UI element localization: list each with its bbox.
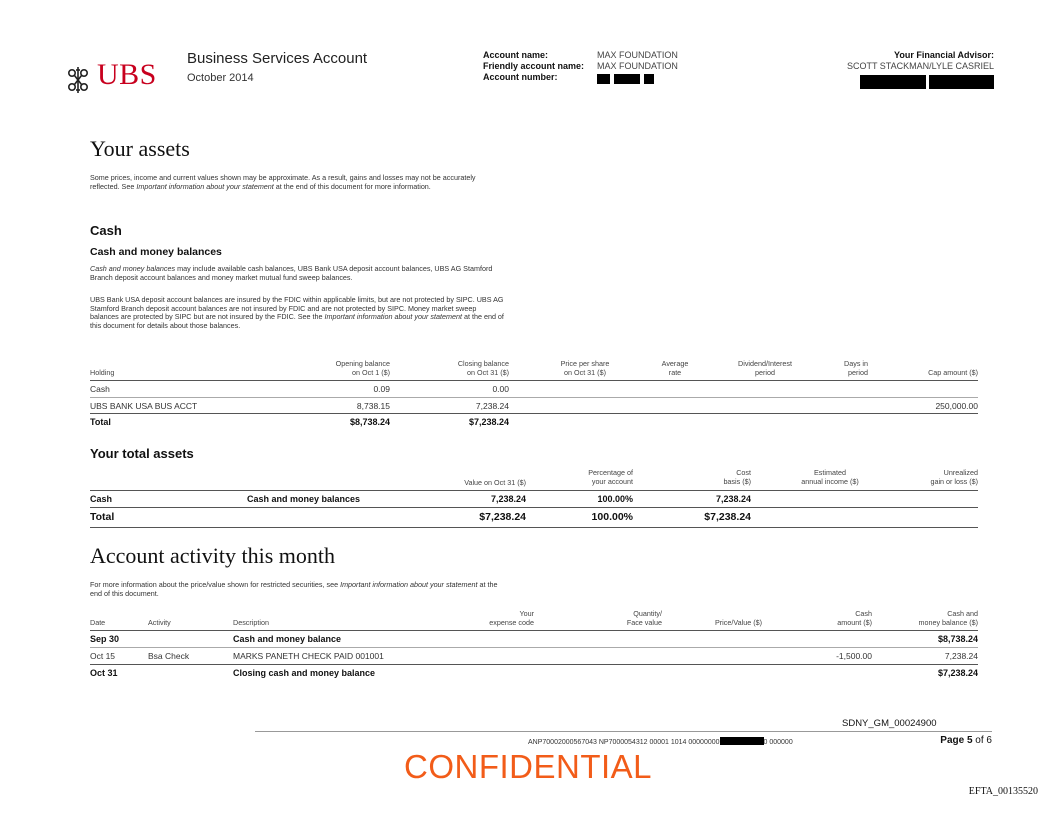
advisor-label: Your Financial Advisor:: [893, 50, 994, 60]
asset-percentage: 100.00%: [597, 494, 633, 504]
ubs-keys-logo-icon: [62, 64, 94, 96]
redacted-advisor-info: [860, 75, 926, 89]
advisor-name: SCOTT STACKMAN/LYLE CASRIEL: [846, 61, 994, 71]
total-percentage: 100.00%: [591, 511, 633, 523]
activity-type: Bsa Check: [148, 651, 190, 661]
page-number: Page 5 of 6: [940, 735, 992, 746]
col-closing-balance: Closing balance on Oct 31 ($): [457, 359, 509, 377]
account-number-label: Account number:: [483, 72, 558, 82]
redacted-code: [720, 737, 764, 745]
efta-number: EFTA_00135520: [968, 786, 1038, 797]
cash-money-balances-note: Cash and money balances may include available cash balances, UBS Bank USA deposit account balances, UBS AG Stamford Branch deposit account balances and money market mutual fund sweep balances.: [90, 264, 493, 282]
col-activity: Activity: [148, 618, 171, 627]
col-price-value: Price/Value ($): [714, 618, 762, 627]
total-closing: $7,238.24: [468, 417, 509, 427]
table-rule: [90, 630, 978, 631]
col-days-in-period: Days in period: [844, 359, 868, 377]
col-description: Description: [233, 618, 269, 627]
col-estimated-income: Estimated annual income ($): [801, 468, 859, 486]
table-row-opening: 8,738.15: [356, 401, 390, 411]
activity-description: Closing cash and money balance: [233, 668, 376, 678]
bates-number: SDNY_GM_00024900: [842, 718, 937, 729]
table-rule: [90, 507, 978, 508]
account-type-title: Business Services Account: [187, 50, 368, 67]
your-assets-heading: Your assets: [90, 136, 190, 161]
activity-balance: $8,738.24: [937, 634, 978, 644]
col-cost-basis: Cost basis ($): [723, 468, 751, 486]
asset-class: Cash: [90, 494, 113, 504]
document-code: ANP70002000567043 NP7000054312 00001 1014 00000000 0 000000: [528, 739, 793, 746]
col-cash-amount: Cash amount ($): [837, 609, 872, 627]
total-value: $7,238.24: [479, 511, 526, 523]
col-price-per-share: Price per share on Oct 31 ($): [560, 359, 610, 377]
col-unrealized-gain: Unrealized gain or loss ($): [930, 468, 978, 486]
account-labels: [483, 50, 584, 83]
row-divider: [90, 397, 978, 398]
account-name-value: MAX FOUNDATION: [597, 50, 678, 60]
account-name-label: Account name:: [483, 50, 549, 60]
col-opening-balance: Opening balance on Oct 1 ($): [335, 359, 390, 377]
col-quantity: Quantity/ Face value: [626, 609, 662, 627]
total-assets-heading: Your total assets: [90, 446, 194, 461]
table-rule: [90, 664, 978, 665]
asset-description: Cash and money balances: [247, 494, 361, 504]
account-activity-heading: Account activity this month: [90, 543, 336, 568]
cash-heading: Cash: [90, 223, 122, 238]
asset-cost-basis: 7,238.24: [715, 494, 751, 504]
total-label: Total: [90, 417, 111, 427]
ubs-logo-text: UBS: [97, 58, 157, 91]
footer-rule: [255, 731, 992, 732]
account-values: [597, 50, 678, 72]
table-row-cap: 250,000.00: [935, 401, 978, 411]
col-percentage: Percentage of your account: [588, 468, 633, 486]
total-cost-basis: $7,238.24: [704, 511, 751, 523]
asset-value: 7,238.24: [490, 494, 526, 504]
redacted-account-number: [614, 74, 640, 84]
fdic-disclosure: UBS Bank USA deposit account balances are insured by the FDIC within applicable limits, but are not protected by SIPC. UBS AG Stamford Branch deposit account balances are not insured by FDIC and are not protected by SIPC. Money market sweep balances are protected by SIPC but are not insured by the FDIC. See the Important information about your statement at the end of this document for details about those balances.: [90, 295, 504, 330]
col-average-rate: Average rate: [661, 359, 689, 377]
statement-period: October 2014: [187, 72, 254, 84]
activity-intro: For more information about the price/value shown for restricted securities, see Important information about your statement at the end of this document.: [90, 580, 498, 598]
table-row-holding: Cash: [90, 384, 110, 394]
activity-description: MARKS PANETH CHECK PAID 001001: [233, 651, 384, 661]
col-expense-code: Your expense code: [489, 609, 534, 627]
col-holding: Holding: [90, 368, 115, 377]
col-dividend-period: Dividend/Interest period: [738, 359, 792, 377]
activity-date: Oct 15: [90, 651, 116, 661]
table-row-closing: 7,238.24: [475, 401, 509, 411]
activity-balance: 7,238.24: [944, 651, 978, 661]
activity-balance: $7,238.24: [937, 668, 978, 678]
activity-cash-amount: -1,500.00: [836, 651, 872, 661]
table-rule: [90, 380, 978, 381]
table-row-holding: UBS BANK USA BUS ACCT: [90, 401, 198, 411]
row-divider: [90, 647, 978, 648]
col-money-balance: Cash and money balance ($): [918, 609, 978, 627]
total-label: Total: [90, 511, 115, 523]
table-rule: [90, 413, 978, 414]
table-rule: [90, 527, 978, 528]
redacted-account-number: [644, 74, 654, 84]
table-rule: [90, 490, 978, 491]
table-row-opening: 0.09: [373, 384, 390, 394]
activity-description: Cash and money balance: [233, 634, 342, 644]
table-row-closing: 0.00: [492, 384, 509, 394]
friendly-name-value: MAX FOUNDATION: [597, 61, 678, 71]
col-value: Value on Oct 31 ($): [464, 478, 526, 487]
assets-intro: Some prices, income and current values shown may be approximate. As a result, gains and losses may not be accurately reflected. See Important information about your statement at the end of this document for more information.: [90, 173, 476, 191]
confidential-stamp: CONFIDENTIAL: [403, 748, 653, 785]
col-date: Date: [90, 618, 106, 627]
redacted-advisor-info: [929, 75, 994, 89]
redacted-account-number: [597, 74, 610, 84]
activity-date: Sep 30: [90, 634, 120, 644]
cash-money-balances-heading: Cash and money balances: [90, 246, 222, 258]
col-cap-amount: Cap amount ($): [928, 368, 978, 377]
friendly-name-label: Friendly account name:: [483, 61, 585, 71]
total-opening: $8,738.24: [349, 417, 390, 427]
activity-date: Oct 31: [90, 668, 118, 678]
